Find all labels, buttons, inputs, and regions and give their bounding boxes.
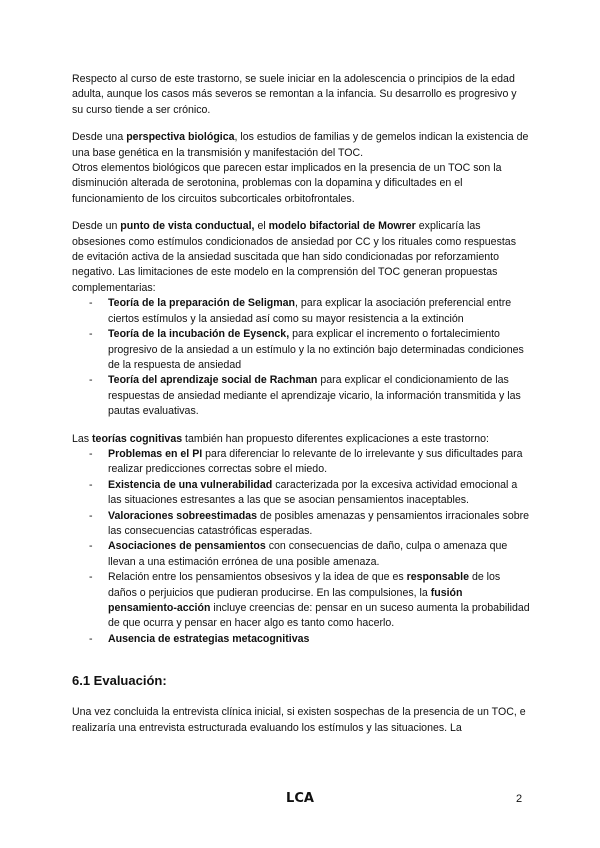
list-item xyxy=(108,478,530,509)
page-content xyxy=(72,72,530,748)
list-item xyxy=(108,447,530,478)
bold-term: Ausencia de estrategias metacognitivas xyxy=(108,632,310,645)
bold-term: Problemas en el PI xyxy=(108,447,203,460)
list-item xyxy=(108,539,530,570)
footer-logo-text: LCA xyxy=(286,791,314,806)
list-item xyxy=(108,327,530,373)
text: de posibles amenazas y pensamientos irracionales sobre las consecuencias catastróficas esperadas. xyxy=(108,509,530,537)
text: , para explicar la asociación preferencial entre ciertos estímulos y la ansiedad así como su mayor resistencia a la extinción xyxy=(108,297,512,325)
text: Otros elementos biológicos que parecen estar implicados en la presencia de un TOC son la disminución alterada de serotonina, problemas con la dopamina y dificultades en el funcionamiento de los circuitos subcorticales orbitofrontales. xyxy=(72,162,502,205)
list-item xyxy=(108,632,530,647)
list-item xyxy=(108,373,530,419)
bold-term: teorías cognitivas xyxy=(92,432,183,445)
cognitive-theories-list xyxy=(72,447,530,647)
bold-term: Teoría del aprendizaje social de Rachman xyxy=(108,374,318,387)
paragraph-course: Respecto al curso de este trastorno, se suele iniciar en la adolescencia o principios de la edad adulta, aunque los casos más severos se remontan a la infancia. Su desarrollo es progresivo y su curso tiende a ser crónico. xyxy=(72,73,517,116)
text: Relación entre los pensamientos obsesivos y la idea de que es xyxy=(108,571,407,584)
text: Desde una xyxy=(72,131,127,144)
text: incluye creencias de: pensar en un suceso aumenta la probabilidad de que ocurra y pensar en hacer algo es tanto como hacerlo. xyxy=(108,602,530,630)
list-item xyxy=(108,570,530,632)
bold-term: Asociaciones de pensamientos xyxy=(108,540,266,553)
bold-term: responsable xyxy=(406,571,469,584)
text: para explicar el incremento o fortalecimiento progresivo de la ansiedad a un estímulo y la no extinción bajo determinadas condiciones de la respuesta de ansiedad xyxy=(108,328,524,371)
bold-term: Teoría de la incubación de Eysenck, xyxy=(108,328,290,341)
bold-term: Valoraciones sobreestimadas xyxy=(108,509,257,522)
text: también han propuesto diferentes explicaciones a este trastorno: xyxy=(182,432,489,445)
page-number: 2 xyxy=(516,793,523,805)
bold-term: Existencia de una vulnerabilidad xyxy=(108,478,273,491)
text: con consecuencias de daño, culpa o amenaza que llevan a una estimación errónea de una posible amenaza. xyxy=(108,540,508,568)
text: el xyxy=(254,220,269,233)
list-item xyxy=(108,296,530,327)
list-item xyxy=(108,509,530,540)
section-heading: 6.1 Evaluación: xyxy=(72,673,167,689)
bold-term: Teoría de la preparación de Seligman xyxy=(108,297,296,310)
text: para diferenciar lo relevante de lo irrelevante y sus dificultades para realizar predicciones correctas sobre el miedo. xyxy=(108,447,523,476)
paragraph-cognitive xyxy=(72,432,530,447)
paragraph-evaluation: Una vez concluida la entrevista clínica inicial, si existen sospechas de la presencia de un TOC, e realizaría una entrevista estructurada evaluando los estímulos y las situaciones. La xyxy=(72,706,526,734)
text: explicaría las obsesiones como estímulos condicionados de ansiedad por CC y los rituales como respuestas de evitación activa de la ansiedad suscitada que han sido condicionadas por reforzamiento negativo. Las limitaciones de este modelo en la comprensión del TOC generan propuestas complementarias: xyxy=(72,220,516,294)
conductual-theories-list xyxy=(72,296,530,419)
bold-term: perspectiva biológica xyxy=(126,131,235,144)
paragraph-biological xyxy=(72,130,530,207)
paragraph-conductual xyxy=(72,219,530,296)
bold-term: fusión pensamiento-acción xyxy=(108,586,463,614)
text: , los estudios de familias y de gemelos indican la existencia de una base genética en la transmisión y manifestación del TOC. xyxy=(72,131,529,159)
text: Desde un xyxy=(72,220,121,233)
text: Las xyxy=(72,432,93,445)
bold-term: punto de vista conductual, xyxy=(120,220,255,233)
text: de los daños o perjuicios que pudieran producirse. En las compulsiones, la xyxy=(108,571,501,599)
text: caracterizada por la excesiva actividad emocional a las situaciones estresantes a las que se asocian pensamientos inaceptables. xyxy=(108,478,518,507)
bold-term: modelo bifactorial de Mowrer xyxy=(268,220,416,233)
text: para explicar el condicionamiento de las respuestas de ansiedad mediante el aprendizaje vicario, la información transmitida y las pautas evaluativas. xyxy=(108,374,521,418)
